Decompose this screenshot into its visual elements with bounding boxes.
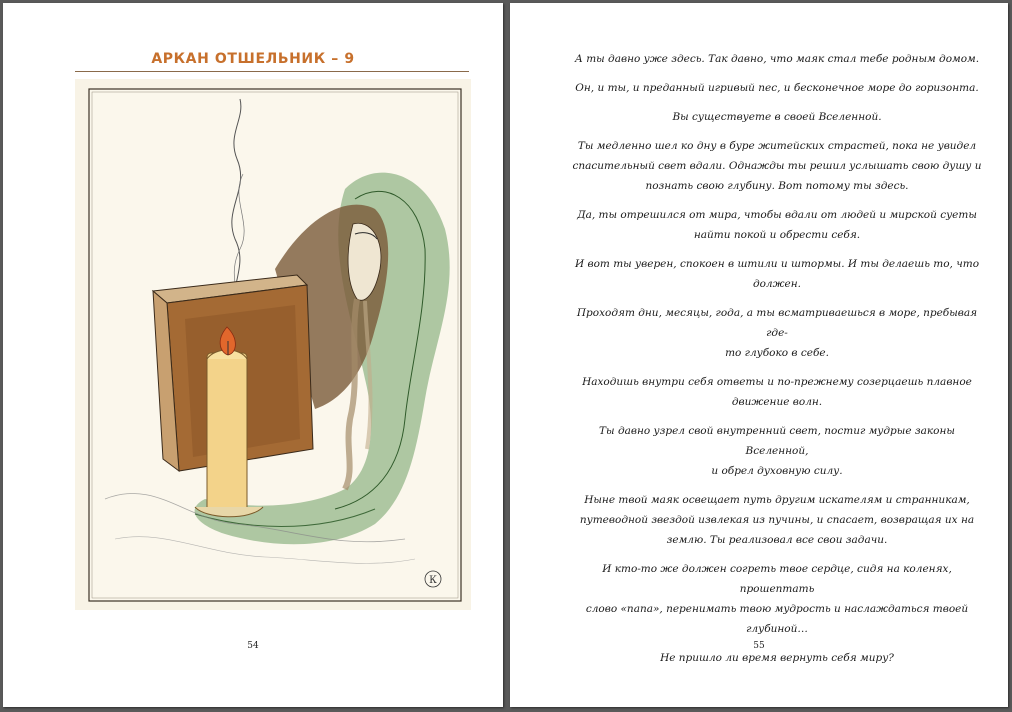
text-line: Ты медленно шел ко дну в буре житейских страстей, пока не увидел: [577, 140, 977, 152]
paragraph: [572, 205, 982, 245]
hermit-illustration: [75, 79, 471, 610]
text-line: спасительный свет вдали. Однажды ты решил услышать свою душу и: [572, 160, 982, 172]
text-line: Не пришло ли время вернуть себя миру?: [660, 652, 894, 664]
paragraph: [572, 78, 982, 98]
paragraph: [572, 648, 982, 668]
text-line: путеводной звездой извлекая из пучины, и спасает, возвращая их на: [579, 514, 975, 526]
text-line: движение волн.: [731, 396, 823, 408]
text-line: А ты давно уже здесь. Так давно, что маяк стал тебе родным домом.: [574, 53, 980, 65]
paragraph: [572, 136, 982, 196]
text-line: и обрел духовную силу.: [711, 465, 843, 477]
text-line: Вы существуете в своей Вселенной.: [672, 111, 882, 123]
paragraph: [572, 490, 982, 550]
paragraph: [572, 303, 982, 363]
text-line: Находишь внутри себя ответы и по-прежнему созерцаешь плавное: [582, 376, 972, 388]
left-page: [3, 3, 503, 707]
text-line: землю. Ты реализовал все свои задачи.: [666, 534, 888, 546]
paragraph: [572, 559, 982, 639]
text-line: должен.: [752, 278, 802, 290]
text-line: Он, и ты, и преданный игривый пес, и бесконечное море до горизонта.: [575, 82, 979, 94]
paragraph: [572, 49, 982, 69]
body-text: [572, 49, 982, 677]
text-line: И кто-то же должен согреть твое сердце, сидя на коленях, прошептать: [602, 563, 952, 595]
right-page: [510, 3, 1008, 707]
chapter-title: АРКАН ОТШЕЛЬНИК – 9: [151, 51, 355, 67]
paragraph: [572, 421, 982, 481]
text-line: И вот ты уверен, спокоен в штили и штормы. И ты делаешь то, что: [574, 258, 980, 270]
artist-signature: К: [429, 575, 437, 586]
page-number-right: 55: [753, 641, 765, 651]
text-line: Проходят дни, месяцы, года, а ты всматриваешься в море, пребывая где-: [576, 307, 978, 339]
text-line: глубиной…: [746, 623, 808, 635]
text-line: познать свою глубину. Вот потому ты здесь.: [645, 180, 909, 192]
text-line: слово «папа», перенимать твою мудрость и наслаждаться твоей: [585, 603, 969, 615]
paragraph: [572, 372, 982, 412]
text-line: Ты давно узрел свой внутренний свет, постиг мудрые законы Вселенной,: [599, 425, 955, 457]
text-line: найти покой и обрести себя.: [693, 229, 861, 241]
paragraph: [572, 107, 982, 127]
title-divider: [75, 71, 469, 72]
paragraph: [572, 254, 982, 294]
text-line: то глубоко в себе.: [725, 347, 829, 359]
text-line: Ныне твой маяк освещает путь другим искателям и странникам,: [584, 494, 970, 506]
text-line: Да, ты отрешился от мира, чтобы вдали от людей и мирской суеты: [577, 209, 977, 221]
page-number-left: 54: [247, 641, 259, 651]
